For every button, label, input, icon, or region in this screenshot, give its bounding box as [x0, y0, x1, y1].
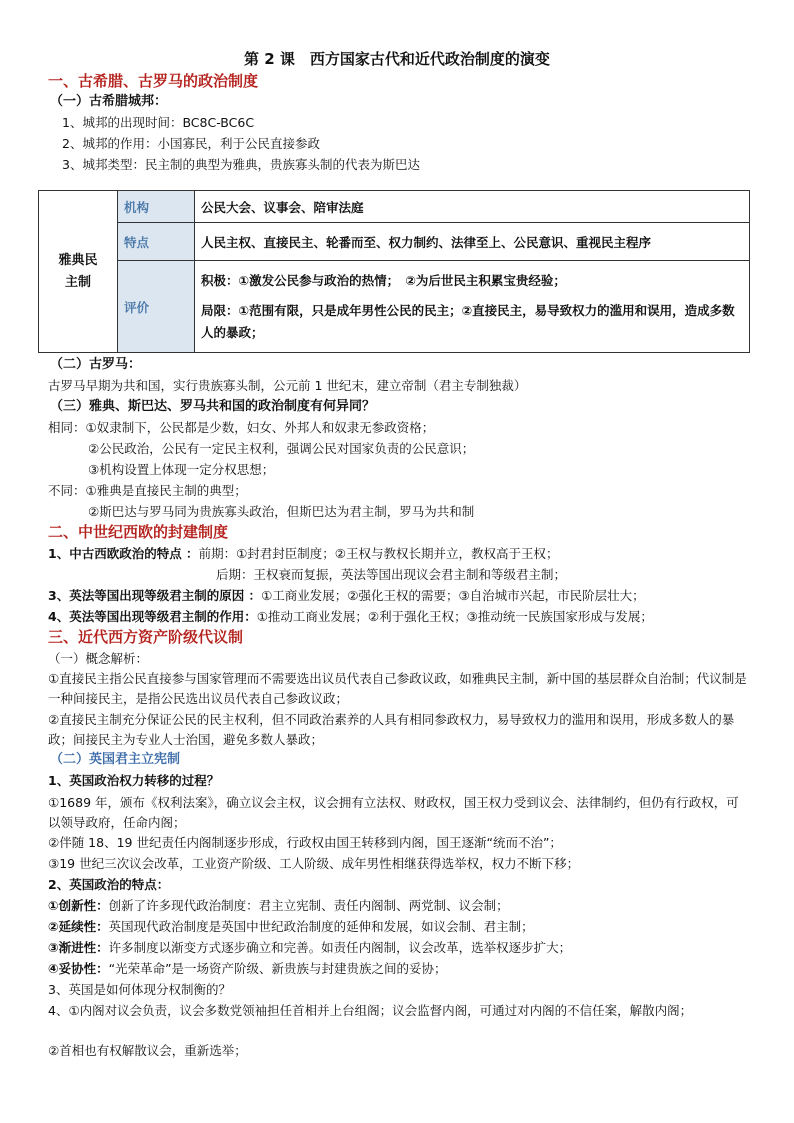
paragraph: [48, 919, 534, 935]
section-3-heading: 三、近代西方资产阶级代议制: [48, 628, 244, 646]
paragraph-body: 英国现代政治制度是英国中世纪政治制度的延伸和发展，如议会制、君主制；: [108, 919, 534, 934]
paragraph: 古罗马早期为共和国，实行贵族寡头制，公元前 1 世纪末，建立帝制（君主专制独裁）: [48, 378, 527, 393]
paragraph-lead: 3、英法等国出现等级君主制的原因 ：: [48, 588, 262, 603]
subsection-uk-monarchy: （二）英国君主立宪制: [50, 752, 181, 767]
paragraph: ③机构设置上体现一定分权思想；: [88, 462, 275, 477]
table-row-content: [195, 261, 750, 353]
paragraph-lead: ②延续性：: [48, 919, 109, 934]
paragraph-body: ①工商业发展；②强化王权的需要；③自治城市兴起，市民阶层壮大；: [261, 588, 645, 603]
paragraph: 3、英国是如何体现分权制衡的？: [48, 982, 231, 997]
table-category-label: 雅典民主制: [58, 252, 98, 290]
paragraph: ②直接民主制充分保证公民的民主权利，但不同政治素养的人具有相同参政权力，易导致权力的滥用和误用，形成多数人的暴政；间接民主为专业人士治国，避免多数人暴政；: [48, 712, 735, 747]
paragraph-lead: 1、中古西欧政治的特点 ：: [48, 546, 199, 561]
paragraph-body: ①推动工商业发展；②利于强化王权；③推动统一民族国家形成与发展；: [256, 609, 653, 624]
subsection-comparison: （三）雅典、斯巴达、罗马共和国的政治制度有何异同？: [50, 399, 376, 414]
paragraph-lead: 4、英法等国出现等级君主制的作用：: [48, 609, 257, 624]
athens-democracy-table: [38, 190, 750, 353]
paragraph-lead: ①创新性：: [48, 898, 109, 913]
paragraph: 4、①内阁对议会负责，议会多数党领袖担任首相并上台组阁；议会监督内阁，可通过对内阁的不信任案，解散内阁；: [48, 1003, 693, 1018]
paragraph: [48, 961, 447, 977]
page-title: 第 2 课 西方国家古代和近代政治制度的演变: [244, 50, 550, 68]
paragraph-body: 前期：①封君封臣制度；②王权与教权长期并立，教权高于王权；: [198, 546, 559, 561]
subsection-greek-city-state: （一）古希腊城邦：: [50, 94, 168, 109]
paragraph: ①1689 年，颁布《权利法案》，确立议会主权，议会拥有立法权、财政权，国王权力受到议会、法律制约，但仍有行政权，可以领导政府，任命内阁；: [48, 795, 739, 830]
question-heading: 1、英国政治权力转移的过程？: [48, 773, 220, 788]
paragraph: 后期：王权衰而复振，英法等国出现议会君主制和等级君主制；: [216, 567, 567, 582]
paragraph: ①直接民主指公民直接参与国家管理而不需要选出议员代表自己参政议政，如雅典民主制，新中国的基层群众自治制；代议制是一种间接民主，是指公民选出议员代表自己参政议政；: [48, 671, 747, 706]
evaluation-positive: 积极：①激发公民参与政治的热情； ②为后世民主积累宝贵经验；: [201, 272, 566, 288]
paragraph: ②伴随 18、19 世纪责任内阁制逐步形成，行政权由国王转移到内阁，国王逐渐“统而不治”；: [48, 835, 562, 850]
section-2-heading: 二、中世纪西欧的封建制度: [48, 523, 229, 541]
paragraph-body: 许多制度以渐变方式逐步确立和完善。如责任内阁制，议会改革，选举权逐步扩大；: [108, 940, 572, 955]
paragraph: ②公民政治，公民有一定民主权利，强调公民对国家负责的公民意识；: [88, 441, 475, 456]
table-row-content: 公民大会、议事会、陪审法庭: [195, 191, 750, 223]
paragraph: [48, 940, 571, 956]
paragraph: [48, 546, 558, 562]
question-heading: 2、英国政治的特点：: [48, 877, 170, 892]
table-row-label: 机构: [118, 191, 195, 223]
subsection-concepts: （一）概念解析：: [48, 651, 149, 666]
table-row-content: 人民主权、直接民主、轮番而至、权力制约、法律至上、公民意识、重视民主程序: [195, 223, 750, 261]
paragraph: ③19 世纪三次议会改革，工业资产阶级、工人阶级、成年男性相继获得选举权，权力不断下移；: [48, 856, 580, 871]
paragraph: 不同：①雅典是直接民主制的典型；: [48, 483, 247, 498]
paragraph: 2、城邦的作用：小国寡民，利于公民直接参政: [62, 136, 320, 151]
paragraph-body: “光荣革命”是一场资产阶级、新贵族与封建贵族之间的妥协；: [108, 961, 447, 976]
paragraph: 1、城邦的出现时间：BC8C-BC6C: [62, 115, 255, 130]
paragraph-lead: ③渐进性：: [48, 940, 109, 955]
table-row-label: 特点: [118, 223, 195, 261]
paragraph: 相同：①奴隶制下，公民都是少数，妇女、外邦人和奴隶无参政资格；: [48, 420, 435, 435]
subsection-rome: （二）古罗马：: [50, 357, 142, 372]
section-1-heading: 一、古希腊、古罗马的政治制度: [48, 72, 259, 90]
paragraph: [48, 588, 645, 604]
paragraph: [48, 609, 653, 625]
evaluation-limit: 局限：①范围有限，只是成年男性公民的民主；②直接民主，易导致权力的滥用和误用，造成多数人的暴政；: [201, 302, 735, 340]
paragraph-lead: ④妥协性：: [48, 961, 109, 976]
paragraph: [48, 898, 509, 914]
table-category-cell: [39, 191, 118, 353]
paragraph: ②斯巴达与罗马同为贵族寡头政治，但斯巴达为君主制，罗马为共和制: [88, 504, 475, 519]
table-row-label: 评价: [118, 261, 195, 353]
paragraph: ②首相也有权解散议会，重新选举；: [48, 1043, 247, 1058]
paragraph-body: 创新了许多现代政治制度：君主立宪制、责任内阁制、两党制、议会制；: [108, 898, 509, 913]
paragraph: 3、城邦类型：民主制的典型为雅典，贵族寡头制的代表为斯巴达: [62, 157, 420, 172]
